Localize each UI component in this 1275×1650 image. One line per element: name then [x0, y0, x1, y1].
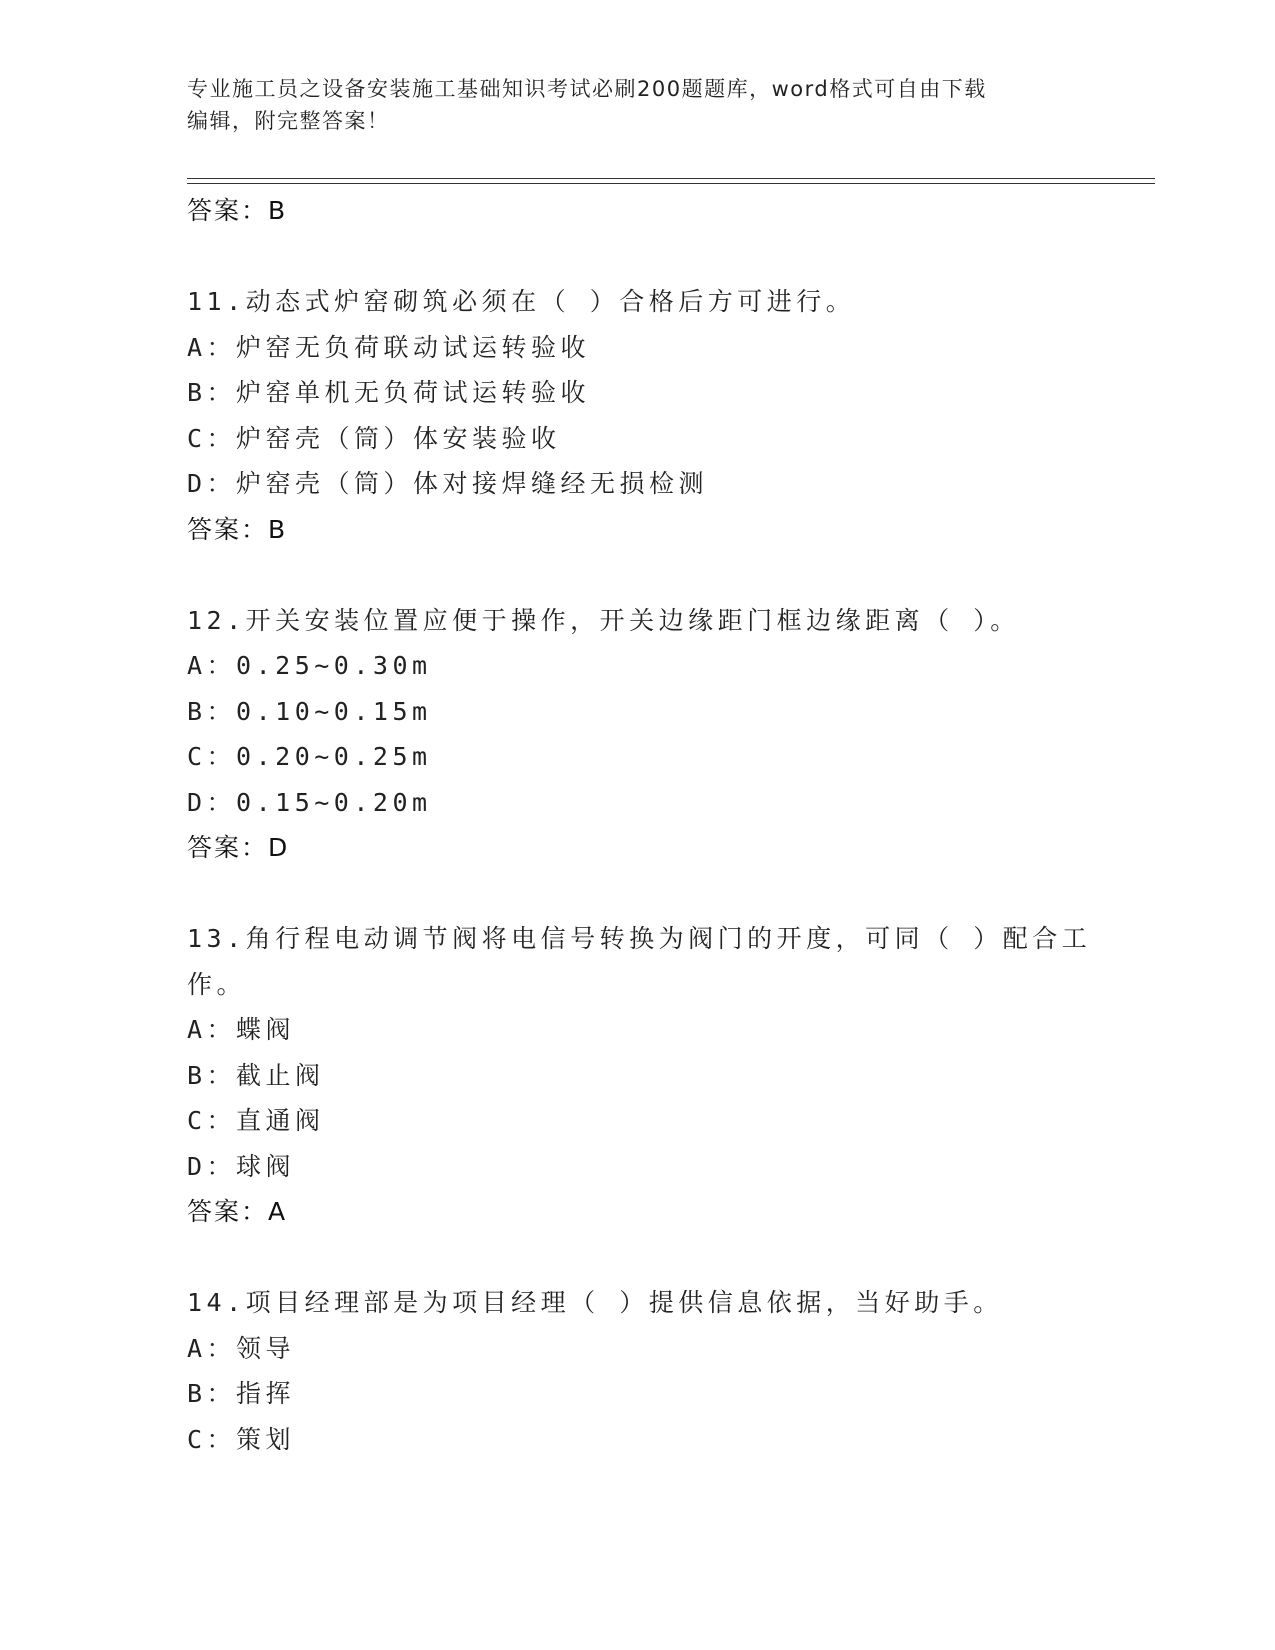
spacer	[187, 1235, 1067, 1281]
previous-answer: 答案：B	[187, 196, 288, 225]
question-stem: 12.开关安装位置应便于操作，开关边缘距门框边缘距离（ ）。	[187, 605, 1020, 635]
option-d: D：球阀	[187, 1151, 296, 1181]
option-d: D：炉窑壳（筒）体对接焊缝经无损检测	[187, 469, 709, 498]
answer-label: 答案：A	[187, 1197, 288, 1226]
spacer	[187, 871, 1067, 917]
answer-label: 答案：D	[187, 833, 290, 862]
header-divider-bottom	[187, 183, 1155, 184]
question-stem: 14.项目经理部是为项目经理（ ）提供信息依据，当好助手。	[187, 1288, 1003, 1317]
question-item	[187, 916, 1092, 1235]
question-stem: 11.动态式炉窑砌筑必须在（ ）合格后方可进行。	[187, 287, 856, 316]
option-c: C：0.20~0.25m	[187, 742, 432, 771]
spacer	[187, 552, 1067, 598]
document-header	[187, 73, 1067, 137]
question-item	[187, 1280, 1067, 1462]
option-a: A：0.25~0.30m	[187, 651, 432, 680]
spacer	[187, 234, 1067, 280]
option-d: D：0.15~0.20m	[187, 787, 432, 817]
option-b: B：截止阀	[187, 1060, 325, 1090]
option-a: A：炉窑无负荷联动试运转验收	[187, 332, 591, 362]
header-title-line-1: 专业施工员之设备安装施工基础知识考试必刷200题题库，word格式可自由下载	[187, 77, 987, 101]
question-item	[187, 598, 1067, 871]
header-divider-top	[187, 178, 1155, 179]
question-stem-line-1: 13.角行程电动调节阀将电信号转换为阀门的开度，可同（ ）配合工	[187, 924, 1092, 953]
option-c: C：炉窑壳（筒）体安装验收	[187, 423, 561, 453]
option-c: C：直通阀	[187, 1106, 325, 1135]
answer-label: 答案：B	[187, 514, 288, 544]
option-a: A：蝶阀	[187, 1015, 296, 1044]
header-title-line-2: 编辑，附完整答案！	[187, 109, 390, 133]
option-a: A：领导	[187, 1333, 296, 1363]
question-item	[187, 279, 1067, 552]
question-list	[187, 188, 1092, 1462]
option-b: B：指挥	[187, 1379, 296, 1408]
question-stem-line-2: 作。	[187, 969, 247, 999]
option-b: B：0.10~0.15m	[187, 696, 432, 726]
option-c: C：策划	[187, 1424, 296, 1454]
option-b: B：炉窑单机无负荷试运转验收	[187, 378, 591, 407]
